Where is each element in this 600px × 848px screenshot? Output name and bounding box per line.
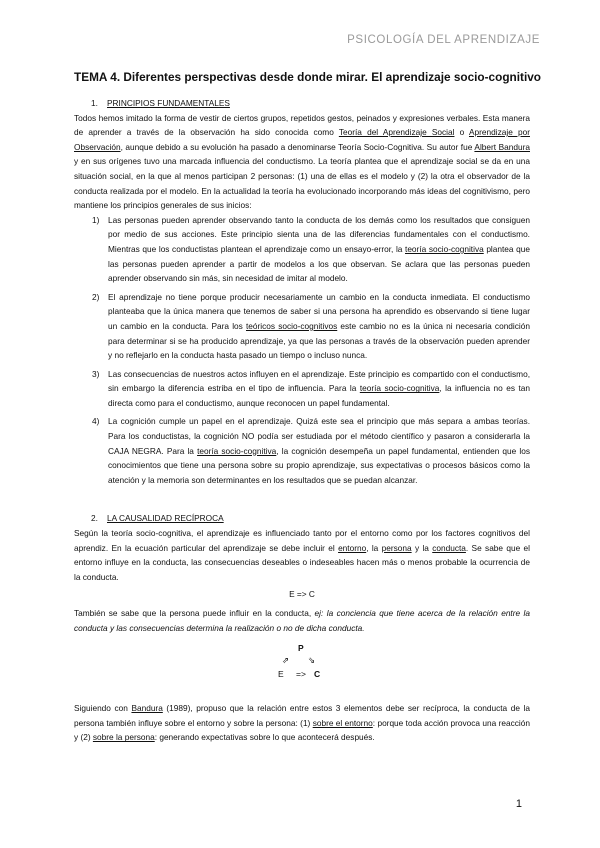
term-link: entorno (338, 542, 367, 553)
list-item (74, 367, 530, 411)
text-run: Siguiendo con (74, 703, 132, 714)
text-run: y en sus orígenes tuvo una marcada influencia del conductismo. La teoría plantea que el aprendizaje social se da en una situación social, en la que al menos participan 2 personas: (1) una de ellas es el modelo y (2) la otra el observador de la conducta realizada por el modelo. En la actualidad la teoría ha evolucionado incorporando más ideas del cognitivismo, pero mantiene los principios generales de sus inicios: (74, 156, 530, 211)
term-link: sobre el entorno (312, 717, 373, 728)
text-run: plantea que las personas pueden aprender a partir de modelos a los que observan. Se aclara que las personas pueden aprender observando sin más, sin necesidad de imitar al modelo. (108, 243, 530, 284)
principles-list (74, 213, 530, 488)
term-link: sobre la persona (92, 732, 155, 743)
list-item (74, 414, 530, 487)
paragraph (74, 606, 530, 635)
paragraph (74, 526, 530, 584)
section-heading-2 (74, 511, 530, 526)
page-number: 1 (515, 798, 522, 810)
item-number: 1) (92, 214, 100, 225)
section-title: LA CAUSALIDAD RECÍPROCA (107, 513, 224, 524)
arrow-up-right-icon: ⇗ (282, 655, 290, 666)
formula: E => C (289, 589, 315, 600)
running-header: PSICOLOGÍA DEL APRENDIZAJE (347, 34, 540, 46)
diagram-node-environment: E (278, 669, 284, 680)
term-link: teóricos socio-cognitivos (245, 320, 338, 331)
text-run: : generando expectativas sobre lo que acontecerá después. (154, 732, 375, 743)
intro-paragraph (74, 111, 530, 213)
term-link: Teoría del Aprendizaje Social (338, 127, 455, 138)
item-number: 2) (92, 291, 100, 302)
text-run: este cambio no es la única ni necesaria condición para determinar si se ha producido aprendizaje, ya que las personas a través de la observación pueden aprender y no reflejarlo en la conducta hasta pasado un tiempo o incluso nunca. (108, 320, 530, 361)
term-link: persona (381, 542, 412, 553)
item-number: 4) (92, 416, 100, 427)
arrow-down-right-icon: ⇘ (308, 655, 316, 666)
text-run: , aunque debido a su evolución ha pasado a denominarse Teoría Socio-Cognitiva. Su autor fue (120, 141, 475, 152)
author-link: Bandura (131, 703, 163, 714)
text-run: (1989), propuso que la relación entre estos 3 elementos debe ser recíproca, la conducta de la persona también influye sobre el entorno y sobre la persona: (1) (74, 703, 530, 728)
example-text: ej: la conciencia que tiene acerca de la relación entre la conducta y las consecuencias determina la realización o no de dicha conducta. (74, 608, 530, 633)
section-title: PRINCIPIOS FUNDAMENTALES (107, 98, 230, 108)
text-run: Todos hemos imitado la forma de vestir de ciertos grupos, repetidos gestos, peinados y expresiones verbales. Esta manera de aprender a través de la observación ha sido conocida como (74, 112, 530, 138)
term-link: Aprendizaje por Observación (74, 127, 530, 152)
text-run: y la (411, 542, 433, 553)
term-link: teoría socio-cognitiva (359, 383, 440, 394)
section-heading-1 (74, 96, 530, 111)
text-run: También se sabe que la persona puede influir en la conducta, (74, 608, 315, 618)
text-run: , la (366, 542, 382, 553)
text-run: Según la teoría socio-cognitiva, el aprendizaje es influenciado tanto por el entorno como por los factores cognitivos del aprendiz. En la ecuación particular del aprendizaje se debe incluir el (74, 528, 530, 553)
text-run: La cognición cumple un papel en el aprendizaje. Quizá este sea el principio que más separa a ambas teorías. Para los conductistas, la cognición NO podía ser estudiada por el método científico y pasaron a considerarla la CAJA NEGRA. Para la (108, 416, 530, 456)
diagram-node-person: P (298, 643, 304, 654)
text-run: : porque toda acción provoca una reacción y (2) (74, 717, 530, 743)
paragraph (74, 701, 530, 745)
term-link: conducta (432, 542, 466, 553)
text-run: o (454, 127, 469, 138)
list-item (74, 213, 530, 286)
section-number: 2. (91, 513, 98, 524)
author-link: Albert Bandura (474, 141, 530, 152)
text-run: , la influencia no es tan directa como para el conductismo, aunque reconocen un papel fundamental. (108, 383, 530, 408)
page-title: TEMA 4. Diferentes perspectivas desde donde mirar. El aprendizaje socio-cognitivo (74, 70, 541, 84)
list-item (74, 290, 530, 363)
text-run: Las personas pueden aprender observando tanto la conducta de los demás como los resultados que consiguen por medio de sus acciones. Este principio sienta una de las diferencias fundamentales con el conductismo. Mientras que los conductistas plantean el aprendizaje como un ensayo-error, la (108, 214, 530, 254)
diagram-arrow: => (296, 669, 306, 680)
term-link: teoría socio-cognitiva (197, 445, 277, 456)
text-run: . Se sabe que el entorno influye en la conducta, las consecuencias deseables o indeseables hacen más o menos probable la ocurrencia de la conducta. (74, 542, 531, 582)
text-run: , la cognición desempeña un papel fundamental, entienden que los conocimientos que tiene una persona sobre su propio aprendizaje, sus expectativas o procesos básicos como la atención y la memoria son determinantes en los resultados que se puedan alcanzar. (108, 445, 531, 485)
text-run: El aprendizaje no tiene porque producir necesariamente un cambio en la conducta inmediata. El conductismo planteaba que la única manera que tenemos de saber si una persona ha aprendido es observando si tiene lugar un cambio en la conducta. Para los (108, 291, 530, 331)
term-link: teoría socio-cognitiva (405, 243, 484, 254)
document-body (74, 96, 530, 745)
item-number: 3) (92, 368, 100, 379)
diagram-node-conduct: C (314, 669, 321, 680)
section-number: 1. (91, 98, 98, 108)
reciprocal-causation-diagram (74, 639, 530, 695)
spacer (74, 491, 530, 511)
text-run: Las consecuencias de nuestros actos influyen en el aprendizaje. Este principio es compartido con el conductismo, sin embargo la diferencia estriba en el tipo de influencia. Para la (108, 368, 530, 394)
